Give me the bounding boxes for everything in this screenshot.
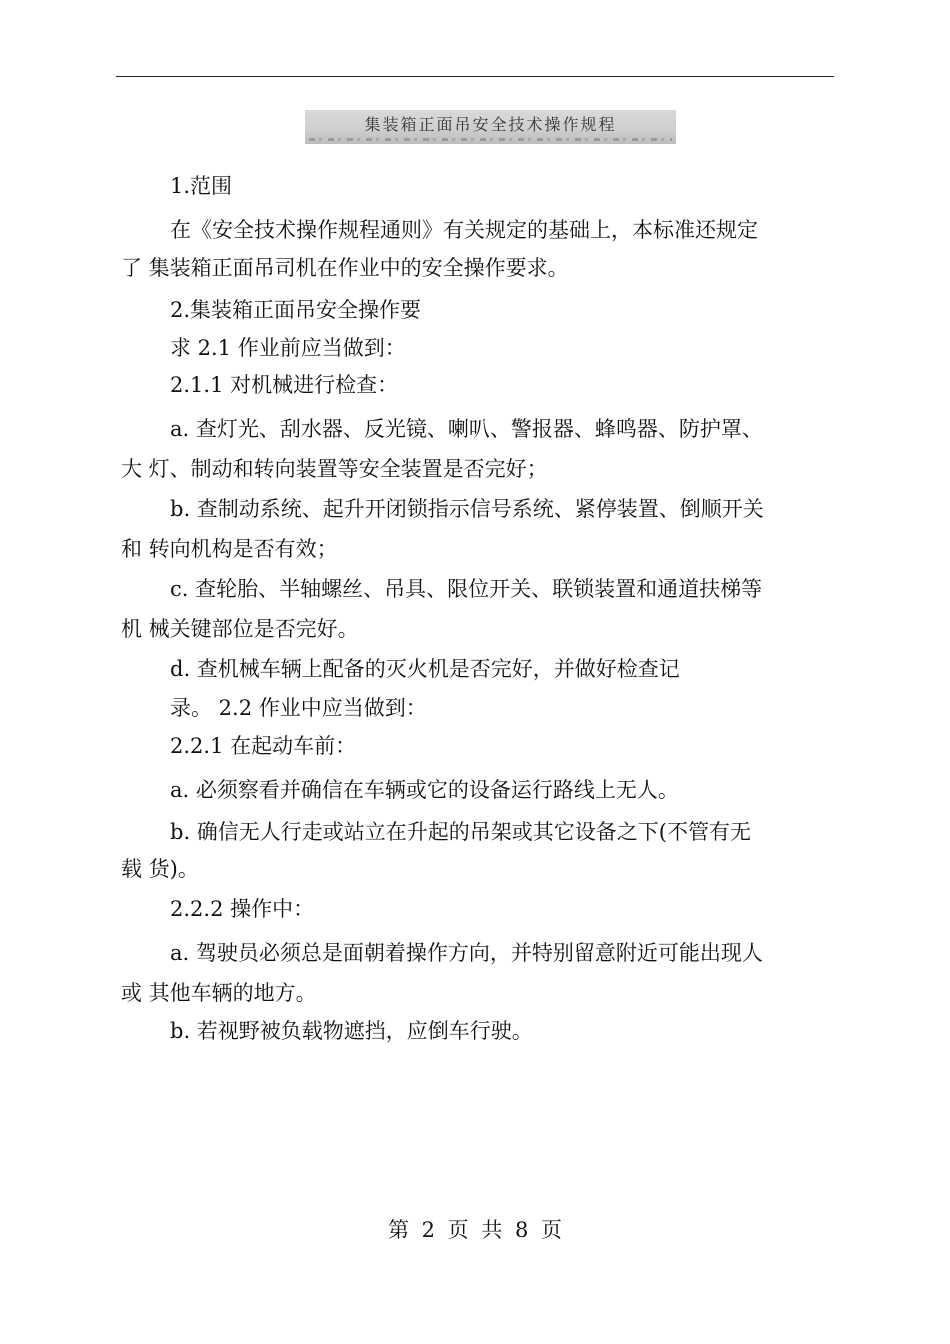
list-item-line: 机 械关键部位是否完好。 xyxy=(121,617,359,641)
list-item-line: 和 转向机构是否有效； xyxy=(121,537,338,561)
section-heading: 2.集装箱正面吊安全操作要 xyxy=(170,298,422,322)
list-item-line: a. 查灯光、刮水器、反光镜、喇叭、警报器、蜂鸣器、防护罩、 xyxy=(170,417,763,441)
paragraph-line: 求 2.1 作业前应当做到： xyxy=(170,336,406,360)
paragraph-line: 录。 2.2 作业中应当做到： xyxy=(170,696,427,720)
list-item-line: b. 若视野被负载物遮挡，应倒车行驶。 xyxy=(170,1019,533,1043)
paragraph-line: 了 集装箱正面吊司机在作业中的安全操作要求。 xyxy=(121,256,569,280)
list-item-line: a. 必须察看并确信在车辆或它的设备运行路线上无人。 xyxy=(170,778,679,802)
list-item-line: 大 灯、制动和转向装置等安全装置是否完好； xyxy=(121,457,548,481)
header-banner xyxy=(305,110,676,144)
header-rule xyxy=(116,76,834,77)
subsection-heading: 2.2.1 在起动车前： xyxy=(170,734,357,758)
list-item-line: d. 查机械车辆上配备的灭火机是否完好，并做好检查记 xyxy=(170,657,680,681)
list-item-line: 载 货)。 xyxy=(121,857,199,881)
list-item-line: b. 确信无人行走或站立在升起的吊架或其它设备之下(不管有无 xyxy=(170,820,751,844)
list-item-line: 或 其他车辆的地方。 xyxy=(121,981,317,1005)
subsection-heading: 2.2.2 操作中： xyxy=(170,897,315,921)
subsection-heading: 2.1.1 对机械进行检查： xyxy=(170,373,399,397)
list-item-line: b. 查制动系统、起升开闭锁指示信号系统、紧停装置、倒顺开关 xyxy=(170,497,764,521)
list-item-line: a. 驾驶员必须总是面朝着操作方向，并特别留意附近可能出现人 xyxy=(170,941,763,965)
document-header-title: 集装箱正面吊安全技术操作规程 xyxy=(364,115,617,134)
list-item-line: c. 查轮胎、半轴螺丝、吊具、限位开关、联锁装置和通道扶梯等 xyxy=(170,577,763,601)
paragraph-line: 在《安全技术操作规程通则》有关规定的基础上，本标准还规定 xyxy=(170,218,758,242)
section-heading: 1.范围 xyxy=(170,174,233,198)
page-footer: 第 2 页 共 8 页 xyxy=(387,1218,563,1242)
